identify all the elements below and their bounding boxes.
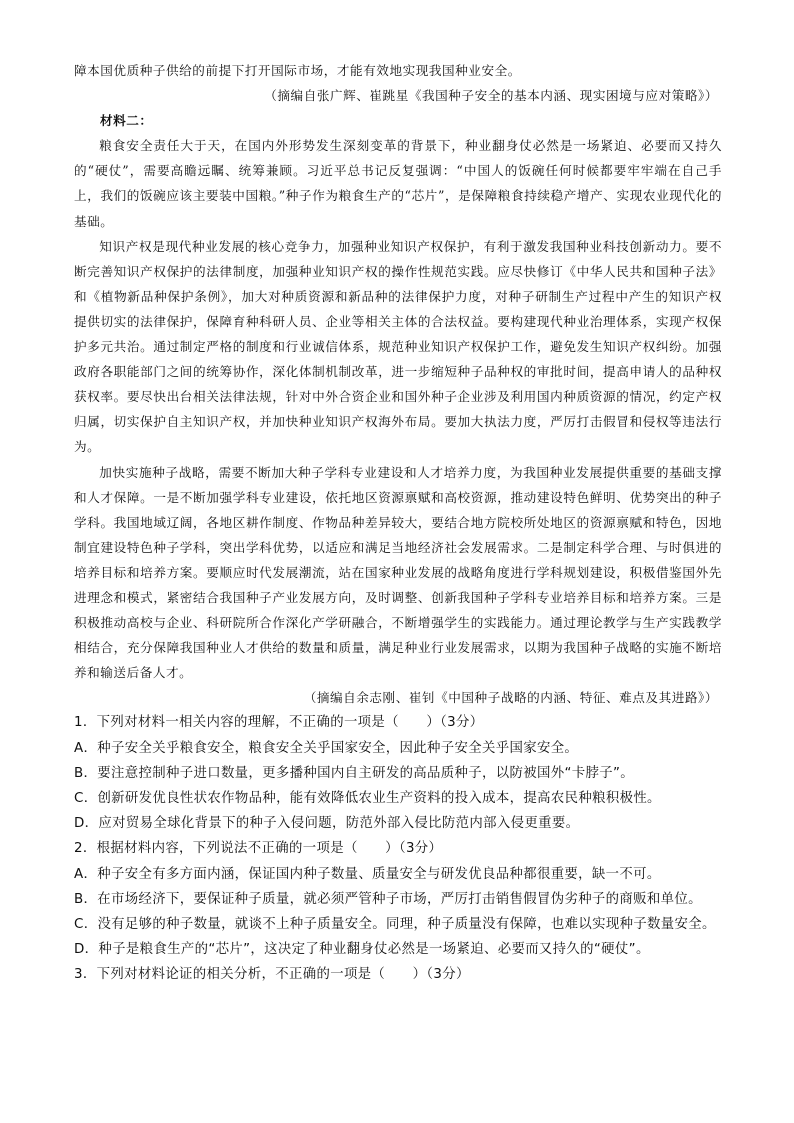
material-one-tail: 障本国优质种子供给的前提下打开国际市场，才能有效地实现我国种业安全。 xyxy=(74,63,521,78)
option-a[interactable]: A．种子安全关乎粮食安全，粮食安全关乎国家安全，因此种子安全关乎国家安全。 xyxy=(74,740,579,756)
material-two-paragraph: 知识产权是现代种业发展的核心竞争力，加强种业知识产权保护，有利于激发我国种业科技创新动力。要不断完善知识产权保护的法律制度，加强种业知识产权的操作性规范实践。应尽快修订《中华人民共和国种子法》和《植物新品种保护条例》，加大对种质资源和新品种的法律保护力度，对种子研制生产过程中产生的知识产权提供切实的法律保护，保障育种科研人员、企业等相关主体的合法权益。要构建现代种业治理体系，实现产权保护多元共治。通过制定严格的制度和行业诚信体系，规范种业知识产权保护工作，避免发生知识产权纠纷。加强政府各职能部门之间的统筹协作，深化体制机制改革，进一步缩短种子品种权的审批时间，提高申请人的品种权获权率。要尽快出台相关法律法规，针对中外合资企业和国外种子企业涉及利用国内种质资源的情况，约定产权归属，切实保护自主知识产权，并加快种业知识产权海外布局。要加大执法力度，严厉打击假冒和侵权等违法行为。 xyxy=(74,238,722,455)
option-b[interactable]: B．在市场经济下，要保证种子质量，就必须严管种子市场，严厉打击销售假冒伪劣种子的商贩和单位。 xyxy=(74,891,702,907)
option-d[interactable]: D．种子是粮食生产的“芯片”，这决定了种业翻身仗必然是一场紧迫、必要而又持久的“硬仗”。 xyxy=(74,942,650,958)
material-two-source: （摘编自余志刚、崔钊《中国种子战略的内涵、特征、难点及其进路》） xyxy=(303,690,718,706)
option-a[interactable]: A．种子安全有多方面内涵，保证国内种子数量、质量安全与研发优良品种都很重要，缺一不可。 xyxy=(74,866,661,882)
question-2 xyxy=(74,836,722,962)
option-c[interactable]: C．没有足够的种子数量，就谈不上种子质量安全。同理，种子质量没有保障，也难以实现种子数量安全。 xyxy=(74,917,716,933)
question-1 xyxy=(74,710,722,836)
question-stem: 2．根据材料内容，下列说法不正确的一项是（ ）（3分） xyxy=(74,841,443,857)
question-stem: 3．下列对材料论证的相关分析，不正确的一项是（ ）（3分） xyxy=(74,967,470,983)
material-two-paragraph: 加快实施种子战略，需要不断加大种子学科专业建设和人才培养力度，为我国种业发展提供重要的基础支撑和人才保障。一是不断加强学科专业建设，依托地区资源禀赋和高校资源，推动建设特色鲜明、优势突出的种子学科。我国地域辽阔，各地区耕作制度、作物品种差异较大，要结合地方院校所处地区的资源禀赋和特色，因地制宜建设特色种子学科，突出学科优势，以适应和满足当地经济社会发展需求。二是制定科学合理、与时俱进的培养目标和培养方案。要顺应时代发展潮流，站在国家种业发展的战略角度进行学科规划建设，积极借鉴国外先进理念和模式，紧密结合我国种子产业发展方向，及时调整、创新我国种子学科专业培养目标和培养方案。三是积极推动高校与企业、科研院所合作深化产学研融合，不断增强学生的实践能力。通过理论教学与生产实践教学相结合，充分保障我国种业人才供给的数量和质量，满足种业行业发展需求，以期为我国种子战略的实施不断培养和输送后备人才。 xyxy=(74,464,722,681)
question-3 xyxy=(74,962,722,987)
option-c[interactable]: C．创新研发优良性状农作物品种，能有效降低农业生产资料的投入成本，提高农民种粮积极性。 xyxy=(74,791,661,807)
option-b[interactable]: B．要注意控制种子进口数量，更多播种国内自主研发的高品质种子，以防被国外“卡脖子”。 xyxy=(74,765,634,781)
option-d[interactable]: D．应对贸易全球化背景下的种子入侵问题，防范外部入侵比防范内部入侵更重要。 xyxy=(74,816,580,832)
material-two-title: 材料二： xyxy=(100,113,153,129)
material-one-source: （摘编自张广辉、崔跳星《我国种子安全的基本内涵、现实困境与应对策略》） xyxy=(264,88,718,104)
material-two-paragraph: 粮食安全责任大于天，在国内外形势发生深刻变革的背景下，种业翻身仗必然是一场紧迫、必要而又持久的“硬仗”，需要高瞻远瞩、统筹兼顾。习近平总书记反复强调：“中国人的饭碗任何时候都要牢牢端在自己手上，我们的饭碗应该主要装中国粮。”种子作为粮食生产的“芯片”，是保障粮食持续稳产增产、实现农业现代化的基础。 xyxy=(74,138,722,229)
question-stem: 1．下列对材料一相关内容的理解，不正确的一项是（ ）（3分） xyxy=(74,715,484,731)
exam-page xyxy=(74,58,722,988)
